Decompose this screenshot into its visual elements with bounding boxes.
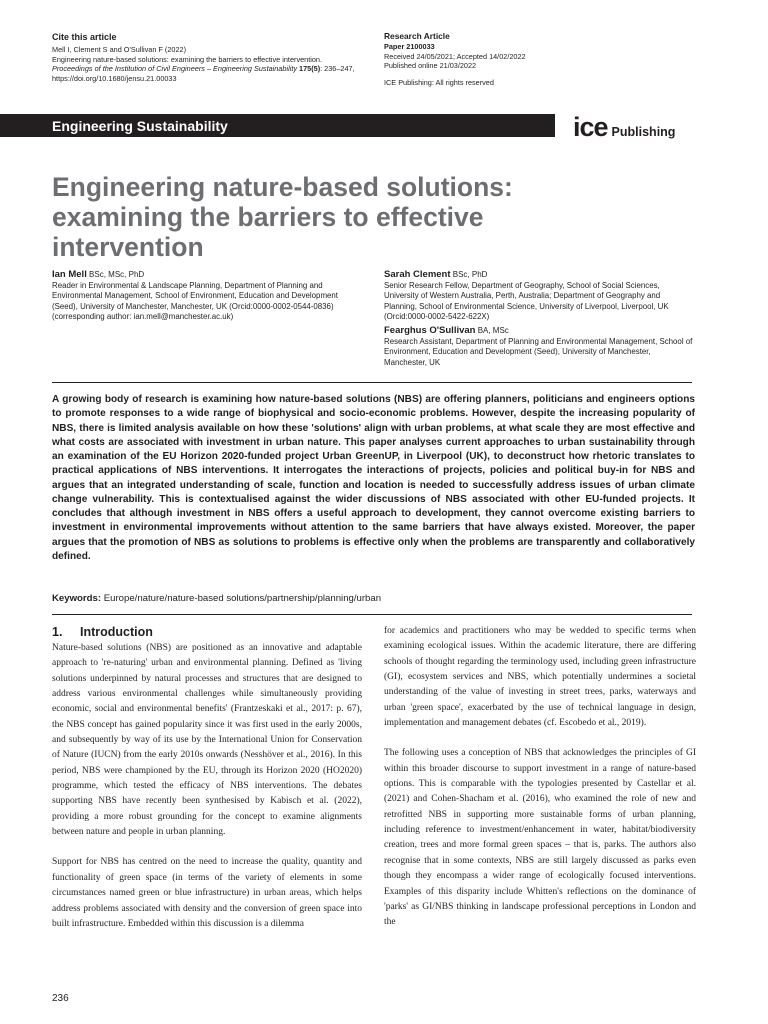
keywords [52,592,692,605]
title-line-3: intervention [52,232,204,262]
body-paragraph: Nature-based solutions (NBS) are positioned as an innovative and adaptable approach to 're-naturing' urban and environmental planning. Defined as 'living solutions underpinned by natural processes and structures that are designed to address various environmental challenges while simultaneously providing economic, social and environmental benefits' (Frantzeskaki et al., 2017: p. 67), the NBS concept has gained popularity since it was first used in the early 2000s, and subsequently by way of its use by the International Union for Conservation of Nature (IUCN) from the early 2010s onwards (Nesshöver et al., 2016). In this period, NBS were championed by the EU, through its Horizon 2020 (HO2020) programme, which tested the efficacy of NBS interventions. The debates supporting NBS have recently been synthesised by Kabisch et al. (2022), providing a more robust grounding for the concept to examine alignments between nature and people in urban planning. [52,643,362,838]
body-paragraph: The following uses a conception of NBS that acknowledges the principles of GI within this broader discourse to support investment in a range of nature-based options. This is comparable with the typologies presented by Castellar et al. (2021) and Cohen-Shacham et al. (2016), who examined the role of new and retrofitted NBS in supporting more sustainable forms of urban planning, including reference to investment/enhancement in water, habitat/biodiversity creation, trees and more formal green spaces – that is, parks. The authors also recognise that in some contexts, NBS are still largely discussed as parks even though they encompass a wider range of ecologically focused interventions. Examples of this disparity include Whitten's reflections on the dominance of 'parks' as GI/NBS thinking in landscape professional perceptions in London and the [384,748,696,928]
author-affiliation: Reader in Environmental & Landscape Planning, Department of Planning and Environmental Management, School of Environment, Education and Development (Seed), University of Manchester, Manchester, UK (Orcid:0000-0002-0544-0836) (corresponding author: ian.mell@manchester.ac.uk) [52,280,338,322]
article-title [52,172,692,262]
body-column-right [384,624,696,946]
article-dates: Received 24/05/2021; Accepted 14/02/2022 [384,51,526,61]
cite-heading: Cite this article [52,32,117,42]
published-date: Published online 21/03/2022 [384,61,477,71]
author-affiliation: Research Assistant, Department of Planning and Environmental Management, School of Environment, Education and Development (Seed), University of Manchester, Manchester, UK [384,336,693,367]
author-entry [384,326,694,368]
article-meta [384,31,714,87]
publisher-label: Publishing [611,125,676,139]
page-number: 236 [52,993,69,1004]
section-title: Introduction [80,625,153,639]
cite-pages: : 236–247, [320,64,355,74]
authors-left [52,270,357,326]
cite-title: Engineering nature-based solutions: examining the barriers to effective intervention. [52,54,323,64]
divider-bottom [52,614,692,615]
author-degrees: BSc, PhD [452,270,488,279]
author-entry [52,270,357,323]
abstract: A growing body of research is examining how nature-based solutions (NBS) are offering planners, politicians and engineers options to promote responses to a wide range of biophysical and socio-economic problems. However, despite the increasing popularity of NBS, there is limited analysis available on how these 'solutions' align with urban problems, at what scale they are most effective and what costs are associated with investment in urban nature. This paper analyses current approaches to urban sustainability through an examination of the EU Horizon 2020-funded project Urban GreenUP, in Liverpool (UK), to deconstruct how rhetoric translates to practical applications of NBS interventions. It interrogates the interactions of projects, policies and political buy-in for NBS and argues that an integrated understanding of scale, function and location is needed to successfully address issues of urban climate change vulnerability. This is contextualised against the wider discussions of NBS associated with other EU-funded projects. It concludes that although investment in NBS offers a useful approach to development, they cannot overcome existing barriers to investment in environmental improvements without attention to the same barriers that have always existed. Moreover, the paper argues that the promotion of NBS as solutions to problems is effective only when the problems are transparently and collaboratively defined. [52,394,695,562]
paper-number: Paper 2100033 [384,42,435,51]
publisher-logo [573,113,675,141]
cite-block [52,31,382,83]
author-name: Sarah Clement [384,269,451,280]
cite-doi[interactable]: https://doi.org/10.1680/jensu.21.00033 [52,73,177,83]
ice-logo: ice [573,112,608,142]
authors-right [384,270,694,371]
section-number: 1. [52,625,63,639]
title-line-2: examining the barriers to effective [52,202,484,232]
author-degrees: BA, MSc [477,325,509,335]
rights-statement: ICE Publishing: All rights reserved [384,77,494,87]
cite-volume: 175(5) [299,64,321,74]
cite-journal: Proceedings of the Institution of Civil Engineers – Engineering Sustainability [52,64,297,74]
title-line-1: Engineering nature-based solutions: [52,172,513,202]
body-column-left [52,624,362,947]
article-type: Research Article [384,31,450,41]
author-affiliation: Senior Research Fellow, Department of Geography, School of Social Sciences, University of Western Australia, Perth, Australia; Department of Geography and Planning, School of Environmental Science, University of Liverpool, Liverpool, UK (Orcid:0000-0002-5422-622X) [384,280,669,322]
author-degrees: BSc, MSc, PhD [89,270,145,279]
body-paragraph: for academics and practitioners who may be wedded to specific terms when examining ecological issues. Within the academic literature, there are differing schools of thought regarding the terminology used, including green infrastructure (GI), ecosystem services and NBS, which potentially undermines a societal understanding of the value of investing in street trees, parks, waterways and urban 'green space', exacerbated by the use of technical language in design, implementation and management debates (cf. Escobedo et al., 2019). [384,626,696,729]
section-heading [52,624,362,640]
author-name: Ian Mell [52,269,87,280]
body-paragraph: Support for NBS has centred on the need to increase the quality, quantity and functionality of green space (in terms of the variety of elements in some circumstances named green or blue infrastructure) in urban areas, which helps address problems associated with density and the conversion of green space into built infrastructure. Embedded within this discussion is a dilemma [52,857,362,929]
journal-section-title: Engineering Sustainability [52,118,228,134]
keywords-value: Europe/nature/nature-based solutions/partnership/planning/urban [103,593,382,604]
divider-top [52,382,692,383]
cite-authors: Mell I, Clement S and O'Sullivan F (2022) [52,45,187,54]
cite-journal-line [52,64,382,74]
author-entry [384,270,694,323]
author-name: Fearghus O'Sullivan [384,324,476,336]
keywords-label: Keywords: [52,593,102,604]
